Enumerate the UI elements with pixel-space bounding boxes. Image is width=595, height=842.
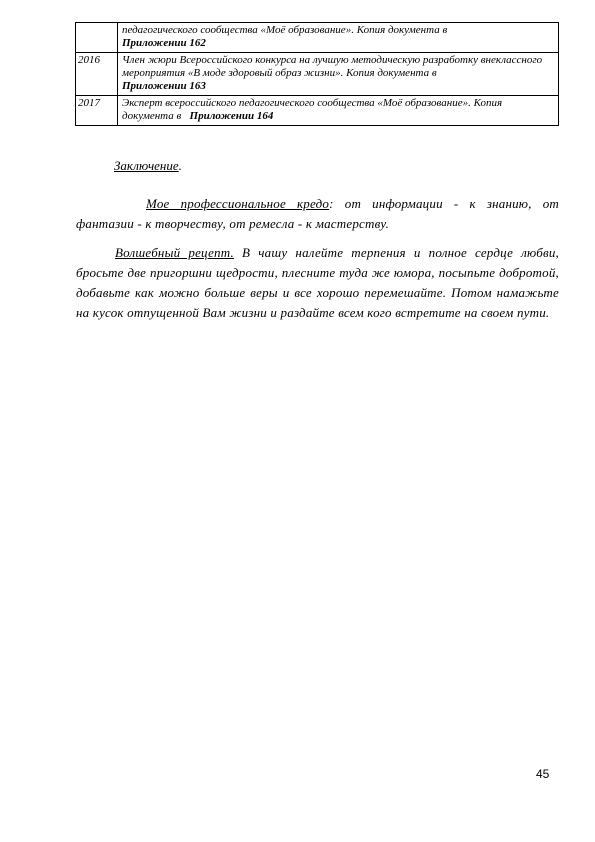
description-text: педагогического сообщества «Моё образование». Копия документа в [122,24,448,36]
description-text: Член жюри Всероссийского конкурса на лучшую методическую разработку внеклассного мероприятия «В моде здоровый образ жизни». Копия документа в [122,54,543,79]
page-number: 45 [536,767,550,781]
recipe-text: В чашу налейте терпения и полное сердце любви, бросьте две пригоршни щедрости, плесните туда же юмора, посыпьте добротой, добавьте как можно больше веры и все хорошо перемешайте. Потом намажьте на кусок отпущенной Вам жизни и раздайте всем кого встретите на своем пути. [76,245,559,320]
description-cell [118,96,559,126]
appendix-reference: Приложении 162 [122,37,206,49]
credo-text: : от информации - к знанию, от фантазии - к творчеству, от ремесла - к мастерству. [76,196,560,231]
recipe-label: Волшебный рецепт. [115,245,234,260]
description-text: Эксперт всероссийского педагогического сообщества «Моё образование». Копия документа в [122,97,503,122]
recipe-paragraph [76,243,559,323]
year-cell: 2017 [76,96,118,126]
description-cell [118,53,559,96]
conclusion-title: Заключение [114,158,179,173]
appendix-reference: Приложении 163 [122,80,206,92]
table-row [76,96,559,126]
conclusion-dot: . [178,158,182,173]
year-cell: 2016 [76,53,118,96]
credo-label: Мое профессиональное кредо [146,196,330,211]
credo-paragraph [76,194,559,234]
year-cell [76,23,118,53]
achievements-table [75,22,559,126]
table-row [76,53,559,96]
appendix-reference: Приложении 164 [189,110,274,122]
description-cell [118,23,559,53]
table-row [76,23,559,53]
conclusion-heading [114,158,182,174]
